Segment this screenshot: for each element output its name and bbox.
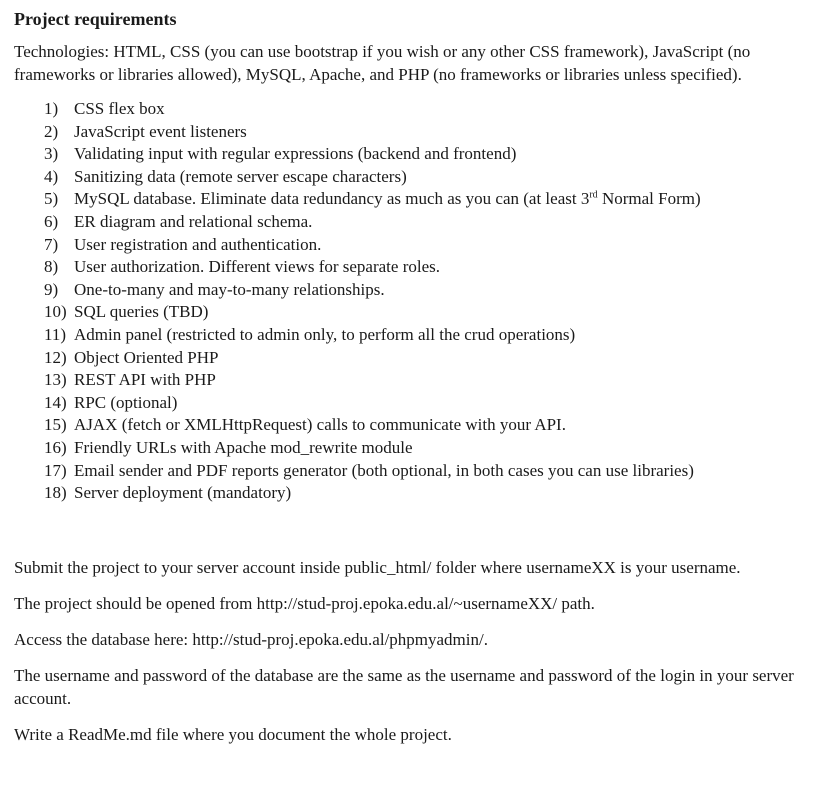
list-item <box>14 369 799 392</box>
list-item <box>14 166 799 189</box>
item-number: 11) <box>44 324 67 344</box>
item-text: User registration and authentication. <box>74 234 322 254</box>
list-item <box>14 347 799 370</box>
item-text: JavaScript event listeners <box>74 121 247 141</box>
database-url-paragraph: Access the database here: http://stud-proj.epoka.edu.al/phpmyadmin/. <box>14 629 488 649</box>
list-item <box>14 188 799 211</box>
page-title: Project requirements <box>14 9 177 29</box>
credentials-paragraph: The username and password of the database are the same as the username and password of the login in your server account. <box>14 665 794 708</box>
item-number: 16) <box>44 437 67 457</box>
item-number: 1) <box>44 99 59 118</box>
list-item <box>14 324 799 347</box>
requirements-list <box>14 98 799 505</box>
item-text: REST API with PHP <box>74 370 216 390</box>
item-number: 13) <box>44 370 67 390</box>
list-item <box>14 121 799 144</box>
item-number: 12) <box>44 347 67 367</box>
item-text-after: Normal Form) <box>597 189 701 209</box>
item-text-before: MySQL database. Eliminate data redundancy as much as you can (at least 3 <box>74 189 590 209</box>
item-number: 8) <box>44 257 59 277</box>
technologies-paragraph: Technologies: HTML, CSS (you can use bootstrap if you wish or any other CSS framework), JavaScript (no frameworks or libraries allowed), MySQL, Apache, and PHP (no frameworks or libraries unless specified). <box>14 42 751 84</box>
item-text: Email sender and PDF reports generator (both optional, in both cases you can use libraries) <box>74 460 694 480</box>
item-text: Sanitizing data (remote server escape characters) <box>74 166 407 186</box>
item-number: 18) <box>44 483 67 503</box>
spacer <box>14 505 799 556</box>
list-item <box>14 392 799 415</box>
list-item <box>14 482 799 505</box>
item-text: User authorization. Different views for separate roles. <box>74 257 440 277</box>
list-item <box>14 437 799 460</box>
item-text: Object Oriented PHP <box>74 347 219 367</box>
list-item <box>14 256 799 279</box>
item-text: ER diagram and relational schema. <box>74 211 313 231</box>
list-item <box>14 460 799 483</box>
item-number: 10) <box>44 302 67 322</box>
item-number: 14) <box>44 392 67 412</box>
item-text: RPC (optional) <box>74 392 178 412</box>
list-item <box>14 301 799 324</box>
item-number: 4) <box>44 166 59 186</box>
item-text: Friendly URLs with Apache mod_rewrite module <box>74 437 413 457</box>
item-number: 3) <box>44 144 59 164</box>
superscript: rd <box>589 189 598 201</box>
item-text: AJAX (fetch or XMLHttpRequest) calls to communicate with your API. <box>74 415 566 435</box>
list-item <box>14 143 799 166</box>
item-text: One-to-many and may-to-many relationships. <box>74 279 385 299</box>
item-text <box>74 188 799 211</box>
item-text: Server deployment (mandatory) <box>74 483 292 503</box>
item-number: 9) <box>44 279 59 299</box>
item-number: 15) <box>44 415 67 435</box>
list-item <box>14 98 799 121</box>
list-item <box>14 414 799 437</box>
item-number: 17) <box>44 460 67 480</box>
list-item <box>14 234 799 257</box>
item-number: 2) <box>44 121 59 141</box>
readme-paragraph: Write a ReadMe.md file where you document the whole project. <box>14 724 452 744</box>
item-number: 5) <box>44 189 59 209</box>
submit-paragraph: Submit the project to your server account inside public_html/ folder where usernameXX is your username. <box>14 557 741 577</box>
item-text: CSS flex box <box>74 99 165 118</box>
project-url-paragraph: The project should be opened from http://stud-proj.epoka.edu.al/~usernameXX/ path. <box>14 593 595 613</box>
item-text: Admin panel (restricted to admin only, to perform all the crud operations) <box>74 324 576 344</box>
item-number: 7) <box>44 234 59 254</box>
list-item <box>14 211 799 234</box>
item-number: 6) <box>44 211 59 231</box>
list-item <box>14 279 799 302</box>
item-text: Validating input with regular expressions (backend and frontend) <box>74 144 517 164</box>
item-text: SQL queries (TBD) <box>74 302 209 322</box>
